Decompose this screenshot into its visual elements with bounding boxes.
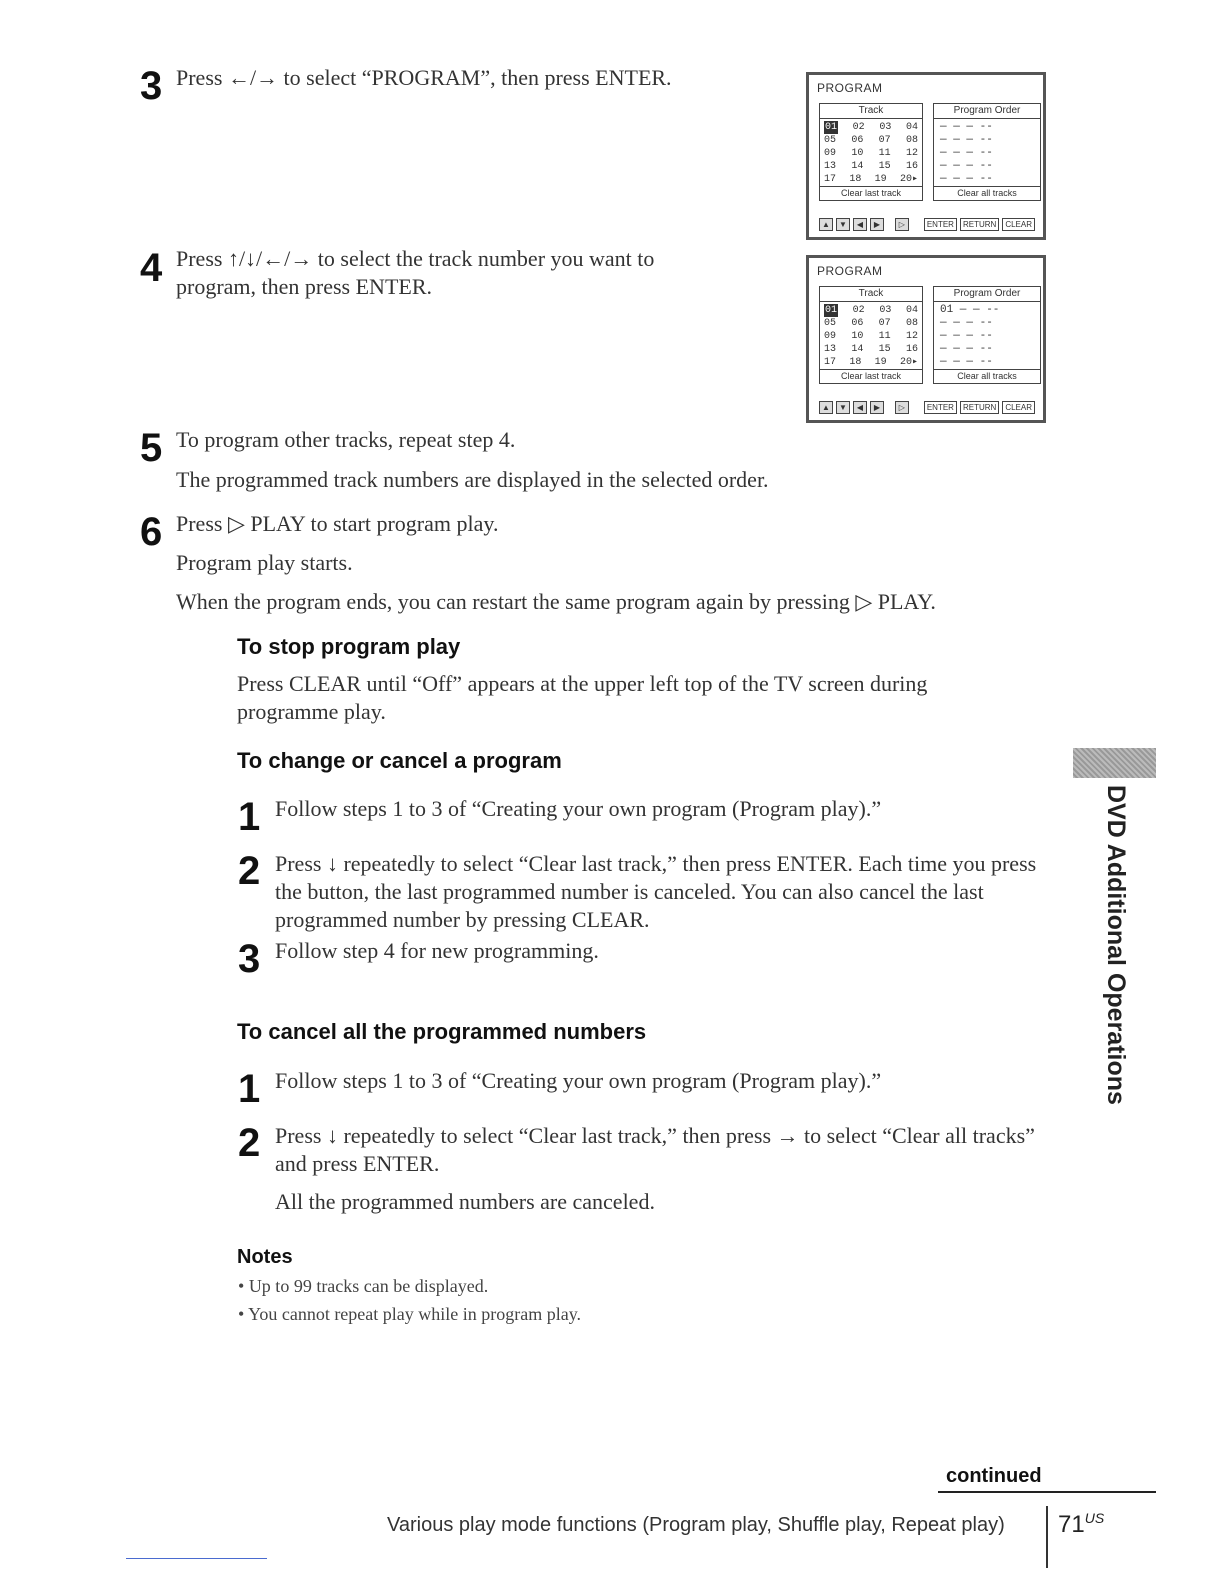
- program-order-box: [933, 103, 1041, 201]
- clear-last-track: Clear last track: [820, 186, 922, 200]
- left-arrow-icon: ◀: [853, 218, 867, 231]
- program-order-header: Program Order: [934, 104, 1040, 119]
- step-4-number: 4: [140, 246, 163, 290]
- return-key: RETURN: [960, 218, 999, 231]
- program-order-header: Program Order: [934, 287, 1040, 302]
- change-step-2-number: 2: [238, 849, 261, 893]
- order-row: 01 — — --: [940, 304, 1000, 316]
- bottom-rule: [126, 1558, 267, 1559]
- program-order-box: [933, 286, 1041, 384]
- footer-rule: [938, 1491, 1156, 1493]
- footer-section-title: Various play mode functions (Program play, Shuffle play, Repeat play): [387, 1514, 1005, 1536]
- track-row: 17 18 19 20▸: [824, 174, 918, 185]
- note-item: • Up to 99 tracks can be displayed.: [238, 1276, 489, 1296]
- page-number: $71^{US}$: [1058, 1510, 1105, 1538]
- step-5-number: 5: [140, 426, 163, 470]
- track-row: 05 06 07 08: [824, 318, 918, 329]
- order-row: — — — --: [940, 330, 993, 342]
- section-tab: [1073, 748, 1156, 778]
- enter-key: ENTER: [924, 218, 957, 231]
- region-code: US: [1084, 1510, 1105, 1526]
- track-box: [819, 286, 923, 384]
- up-arrow-icon: ▲: [819, 401, 833, 414]
- track-row: 17 18 19 20▸: [824, 357, 918, 368]
- change-step-3-number: 3: [238, 937, 261, 981]
- track-row: 09 10 11 12: [824, 148, 918, 159]
- clear-key: CLEAR: [1002, 401, 1035, 414]
- step-6-subtext-1: Program play starts.: [176, 550, 353, 575]
- track-row: 09 10 11 12: [824, 331, 918, 342]
- side-section-label: DVD Additional Operations: [1102, 785, 1130, 1105]
- order-row: — — — --: [940, 356, 993, 368]
- track-row: 13 14 15 16: [824, 344, 918, 355]
- cancel-step-2-text: Press ↓ repeatedly to select “Clear last track,” then press → to select “Clear all tracks” and press ENTER.: [275, 1123, 1035, 1176]
- cancel-all-heading: To cancel all the programmed numbers: [237, 1019, 647, 1044]
- continued-label: continued: [946, 1465, 1042, 1487]
- clear-last-track: Clear last track: [820, 369, 922, 383]
- key-strip: [819, 217, 1035, 231]
- cancel-step-2-number: 2: [238, 1121, 261, 1165]
- order-row: — — — --: [940, 121, 993, 133]
- step-6-subtext-2: When the program ends, you can restart the same program again by pressing ▷ PLAY.: [176, 589, 936, 614]
- footer-divider: [1046, 1506, 1048, 1568]
- step-3-number: 3: [140, 64, 163, 108]
- change-heading: To change or cancel a program: [237, 748, 562, 773]
- down-arrow-icon: ▼: [836, 401, 850, 414]
- step-5-text: To program other tracks, repeat step 4.: [176, 427, 516, 452]
- step-4-text: Press ↑/↓/←/→ to select the track number you want to program, then press ENTER.: [176, 246, 655, 299]
- program-screen-title: PROGRAM: [817, 81, 883, 95]
- track-row: 05 06 07 08: [824, 135, 918, 146]
- step-6-number: 6: [140, 510, 163, 554]
- play-icon: ▷: [895, 218, 909, 231]
- program-screen-1: [806, 72, 1046, 240]
- change-step-1-text: Follow steps 1 to 3 of “Creating your own program (Program play).”: [275, 796, 882, 821]
- key-strip: [819, 400, 1035, 414]
- right-arrow-icon: ▶: [870, 401, 884, 414]
- step-5-subtext: The programmed track numbers are displayed in the selected order.: [176, 467, 769, 492]
- notes-heading: Notes: [237, 1246, 293, 1268]
- track-row: 01 02 03 04: [825, 305, 918, 316]
- cancel-step-1-number: 1: [238, 1067, 261, 1111]
- play-icon: ▷: [895, 401, 909, 414]
- down-arrow-icon: ▼: [836, 218, 850, 231]
- clear-key: CLEAR: [1002, 218, 1035, 231]
- stop-text: Press CLEAR until “Off” appears at the upper left top of the TV screen during programme play.: [237, 671, 928, 724]
- up-arrow-icon: ▲: [819, 218, 833, 231]
- left-arrow-icon: ◀: [853, 401, 867, 414]
- cancel-step-2-subtext: All the programmed numbers are canceled.: [275, 1189, 655, 1214]
- order-row: — — — --: [940, 173, 993, 185]
- return-key: RETURN: [960, 401, 999, 414]
- step-6-text: Press ▷ PLAY to start program play.: [176, 511, 499, 536]
- order-row: — — — --: [940, 343, 993, 355]
- enter-key: ENTER: [924, 401, 957, 414]
- change-step-3-text: Follow step 4 for new programming.: [275, 938, 599, 963]
- track-header: Track: [820, 104, 922, 119]
- track-row: 01 02 03 04: [825, 122, 918, 133]
- track-header: Track: [820, 287, 922, 302]
- clear-all-tracks: Clear all tracks: [934, 369, 1040, 383]
- track-row: 13 14 15 16: [824, 161, 918, 172]
- order-row: — — — --: [940, 147, 993, 159]
- step-3-text: Press ←/→ to select “PROGRAM”, then press ENTER.: [176, 65, 672, 90]
- change-step-1-number: 1: [238, 795, 261, 839]
- stop-heading: To stop program play: [237, 634, 461, 659]
- change-step-2-text: Press ↓ repeatedly to select “Clear last track,” then press ENTER. Each time you press the button, the last programmed number is canceled. You can also cancel the last programmed number by pressing CLEAR.: [275, 851, 1037, 932]
- track-box: [819, 103, 923, 201]
- program-screen-title: PROGRAM: [817, 264, 883, 278]
- clear-all-tracks: Clear all tracks: [934, 186, 1040, 200]
- note-item: • You cannot repeat play while in program play.: [238, 1304, 582, 1324]
- order-row: — — — --: [940, 317, 993, 329]
- right-arrow-icon: ▶: [870, 218, 884, 231]
- order-row: — — — --: [940, 160, 993, 172]
- cancel-step-1-text: Follow steps 1 to 3 of “Creating your own program (Program play).”: [275, 1068, 882, 1093]
- order-row: — — — --: [940, 134, 993, 146]
- program-screen-2: [806, 255, 1046, 423]
